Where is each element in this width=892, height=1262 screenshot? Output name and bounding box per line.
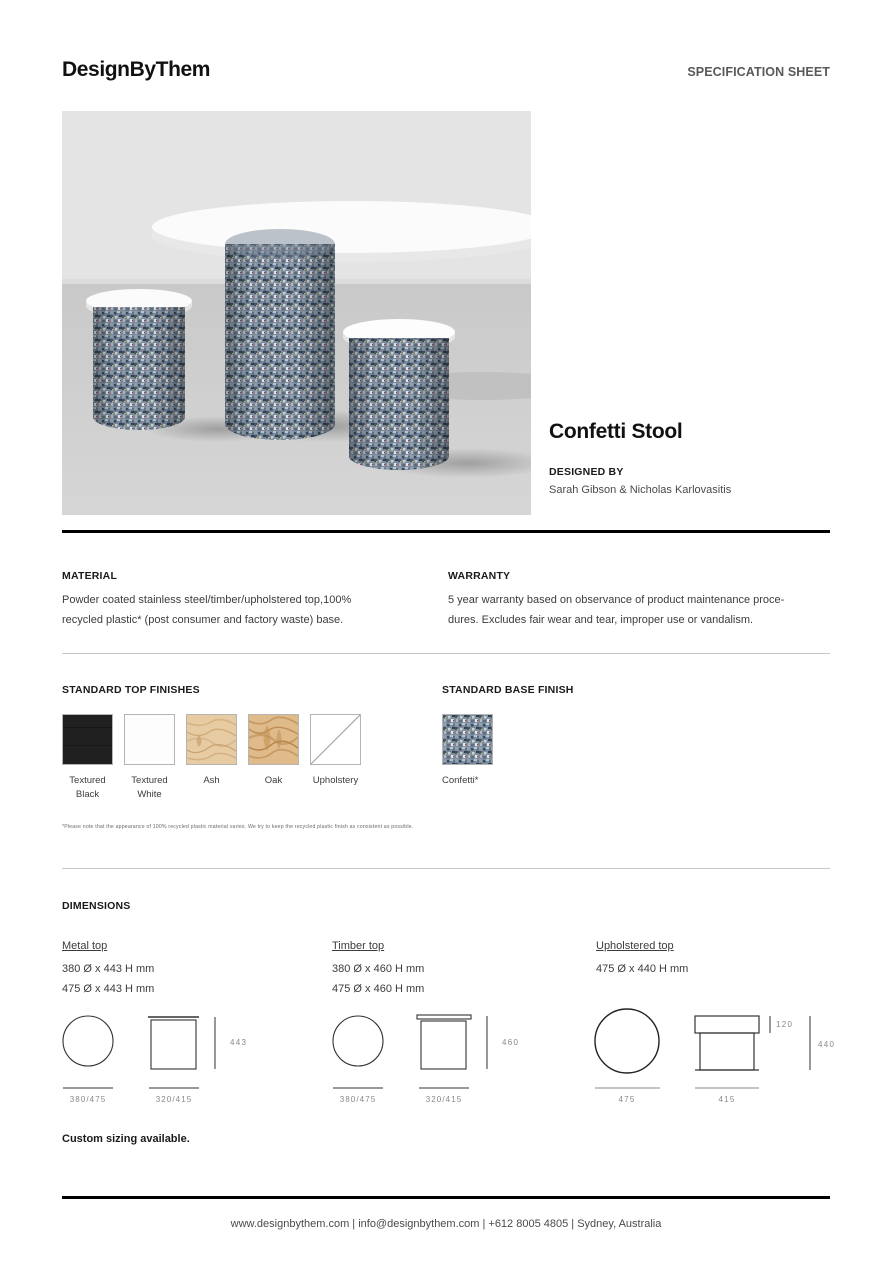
designed-by-label: DESIGNED BY <box>549 466 624 478</box>
swatch-confetti[interactable] <box>442 714 493 788</box>
dimension-timber-line-1: 380 Ø x 460 H mm <box>332 963 425 975</box>
label-height-460: 460 <box>502 1038 520 1047</box>
material-section <box>62 570 422 631</box>
dimension-group-timber <box>332 940 424 1000</box>
swatch-ash[interactable] <box>186 714 237 802</box>
divider-finishes <box>62 868 830 869</box>
dimension-group-metal <box>62 940 154 1000</box>
label-elev-320-415-timber: 320/415 <box>425 1095 463 1104</box>
swatch-oak[interactable] <box>248 714 299 802</box>
divider-material <box>62 653 830 654</box>
label-detail-120: 120 <box>776 1020 794 1029</box>
drawing-upholstered-top <box>594 1005 844 1115</box>
custom-sizing-note: Custom sizing available. <box>62 1133 190 1145</box>
material-heading: MATERIAL <box>62 570 118 582</box>
label-height-440: 440 <box>818 1040 836 1049</box>
material-line-1: Powder coated stainless steel/timber/upholstered top,100% <box>62 594 352 606</box>
label-plan-380-475: 380/475 <box>69 1095 107 1104</box>
dimension-metal-line-1: 380 Ø x 443 H mm <box>62 963 155 975</box>
label-elev-320-415: 320/415 <box>155 1095 193 1104</box>
warranty-section <box>448 570 808 631</box>
material-line-2: recycled plastic* (post consumer and factory waste) base. <box>62 614 344 627</box>
warranty-line-2: dures. Excludes fair wear and tear, improper use or vandalism. <box>448 614 754 627</box>
dimension-metal-line-2: 475 Ø x 443 H mm <box>62 983 155 996</box>
base-finish-section <box>442 684 574 788</box>
drawing-metal-top <box>62 1005 292 1115</box>
swatch-textured-white-chip[interactable] <box>124 714 175 765</box>
base-finish-heading: STANDARD BASE FINISH <box>442 684 574 696</box>
top-finishes-swatches <box>62 714 361 802</box>
swatch-upholstery-label: Upholstery <box>312 775 359 786</box>
sheet-type-label: SPECIFICATION SHEET <box>687 65 830 79</box>
dimensions-heading: DIMENSIONS <box>62 900 131 912</box>
material-body <box>62 590 422 631</box>
label-height-443: 443 <box>230 1038 248 1047</box>
base-finish-swatches <box>442 714 574 788</box>
label-plan-475: 475 <box>618 1095 636 1104</box>
swatch-confetti-chip[interactable] <box>442 714 493 765</box>
dimension-title-upholstered: Upholstered top <box>596 940 674 952</box>
dimension-group-upholstered <box>596 940 688 979</box>
warranty-heading: WARRANTY <box>448 570 511 582</box>
swatch-textured-black-chip[interactable] <box>62 714 113 765</box>
footer-contact: www.designbythem.com | info@designbythem.com | +612 8005 4805 | Sydney, Australia <box>230 1218 662 1230</box>
page-header <box>62 58 830 88</box>
swatch-ash-label: Ash <box>203 775 220 786</box>
swatch-oak-chip[interactable] <box>248 714 299 765</box>
swatch-ash-chip[interactable] <box>186 714 237 765</box>
page-title: Confetti Stool <box>549 420 683 443</box>
swatch-upholstery[interactable] <box>310 714 361 802</box>
product-info <box>549 420 839 496</box>
brand-logo: DesignByThem <box>62 58 211 81</box>
recycled-plastic-footnote: *Please note that the appearance of 100% recycled plastic material varies. We try to keep the recycled plastic finish as consistent as possible. <box>62 824 414 830</box>
top-finishes-section <box>62 684 361 802</box>
dimension-upholstered-line-1: 475 Ø x 440 H mm <box>596 963 689 975</box>
divider-footer <box>62 1196 830 1199</box>
swatch-upholstery-chip[interactable] <box>310 714 361 765</box>
swatch-oak-label: Oak <box>264 775 283 786</box>
designer-names: Sarah Gibson & Nicholas Karlovasitis <box>549 484 732 496</box>
warranty-line-1: 5 year warranty based on observance of product maintenance proce- <box>448 594 785 606</box>
label-plan-380-475-timber: 380/475 <box>339 1095 377 1104</box>
dimension-title-timber: Timber top <box>332 940 385 952</box>
swatch-confetti-label: Confetti* <box>442 775 479 786</box>
product-photo <box>62 111 531 515</box>
drawing-timber-top <box>332 1005 562 1115</box>
divider-top <box>62 530 830 533</box>
label-elev-415: 415 <box>718 1095 736 1104</box>
dimension-timber-line-2: 475 Ø x 460 H mm <box>332 983 425 996</box>
dimension-title-metal: Metal top <box>62 940 108 952</box>
swatch-textured-white[interactable] <box>124 714 175 802</box>
warranty-body <box>448 590 808 631</box>
top-finishes-heading: STANDARD TOP FINISHES <box>62 684 200 696</box>
swatch-textured-white-label: Textured White <box>131 775 168 800</box>
swatch-textured-black[interactable] <box>62 714 113 802</box>
swatch-textured-black-label: Textured Black <box>69 775 106 800</box>
